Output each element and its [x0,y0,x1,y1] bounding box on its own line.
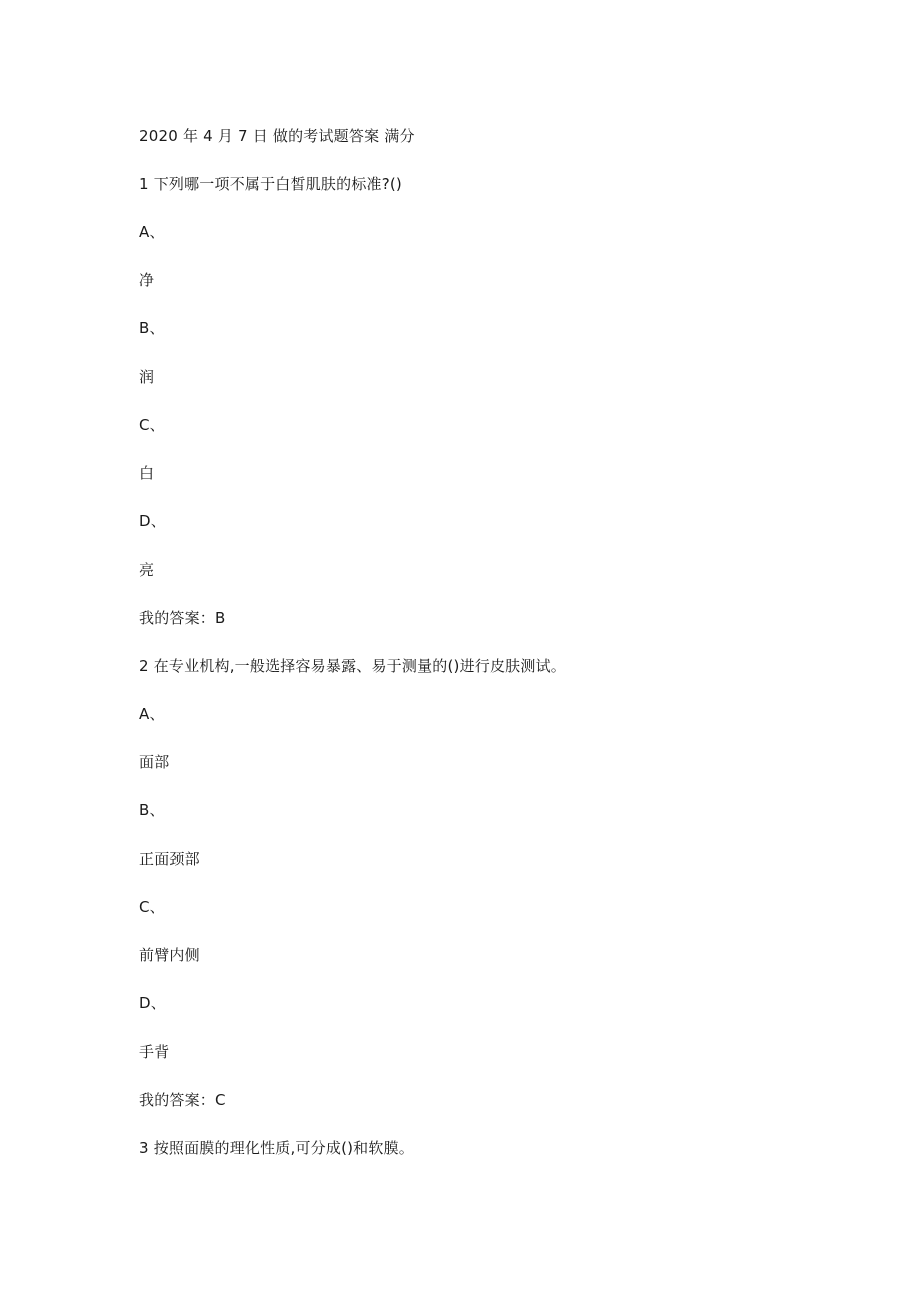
question-2-option-c-letter: C、 [139,898,165,916]
question-2-option-a-text: 面部 [139,753,170,771]
question-2-my-answer: 我的答案：C [139,1091,226,1109]
question-2-option-d-text: 手背 [139,1043,170,1061]
question-2-option-c-text: 前臂内侧 [139,946,200,964]
question-1-my-answer: 我的答案：B [139,609,226,627]
question-2-option-a-letter: A、 [139,705,165,723]
question-1-option-c-letter: C、 [139,416,165,434]
question-1-option-b-text: 润 [139,368,155,386]
question-1-option-c-text: 白 [139,464,155,482]
question-2-option-d-letter: D、 [139,994,166,1012]
question-1-text: 1 下列哪一项不属于白皙肌肤的标准?() [139,175,402,193]
question-1-option-a-text: 净 [139,271,155,289]
question-1-option-a-letter: A、 [139,223,165,241]
question-2-option-b-text: 正面颈部 [139,850,200,868]
question-2-text: 2 在专业机构,一般选择容易暴露、易于测量的()进行皮肤测试。 [139,657,566,675]
question-1-option-d-text: 亮 [139,561,155,579]
question-3-text: 3 按照面膜的理化性质,可分成()和软膜。 [139,1139,414,1157]
document-title: 2020 年 4 月 7 日 做的考试题答案 满分 [139,127,415,145]
question-1-option-b-letter: B、 [139,319,165,337]
question-1-option-d-letter: D、 [139,512,166,530]
question-2-option-b-letter: B、 [139,801,165,819]
